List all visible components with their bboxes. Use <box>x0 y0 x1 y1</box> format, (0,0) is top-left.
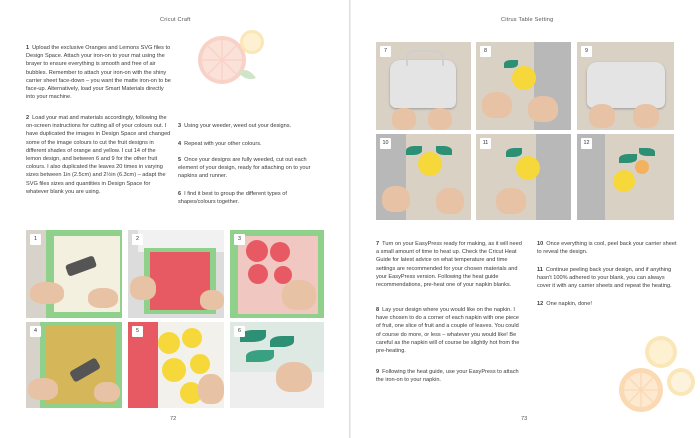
photo-badge: 5 <box>132 326 143 337</box>
photo-step-7 <box>376 42 471 130</box>
step-12: 12 One napkin, done! <box>537 301 592 307</box>
photo-badge: 9 <box>581 46 592 57</box>
photo-badge: 1 <box>30 234 41 245</box>
photo-badge: 10 <box>380 138 391 149</box>
step-1: 1 Upload the exclusive Oranges and Lemons SVG files to Design Space. Attach your iron-on to your mat using the brayer to ensure everything is smooth and free of air bubbles. Remember to attach your iron-on with the shiny carrier sheet face-down – you want the matte iron-on to be face-up. Alternatively, load your Smart Materials directly into your machine. <box>26 45 171 101</box>
photo-badge: 7 <box>380 46 391 57</box>
citrus-slice-illustration <box>196 22 268 92</box>
photo-badge: 3 <box>234 234 245 245</box>
page-number-left: 72 <box>170 416 177 422</box>
step-2: 2 Load your mat and materials accordingly, following the on-screen instructions for cutting all of your colours out. I have duplicated the images in Design Space and changed some of the image colours to cut the fruit designs in different shades of orange and yellow. I cut 14 of the lemon design, and between 6 and 9 for the other fruit colours. I also duplicated the leaves 20 times in varying sizes between 1in (2.5cm) and 2½in (6.3cm) – adapt the SVG files sizes and quantities in Design Space for whatever blank you are using. <box>26 115 171 195</box>
photo-step-5 <box>128 322 224 408</box>
photo-step-12 <box>577 134 674 220</box>
citrus-slices-illustration <box>617 334 697 416</box>
photo-step-4 <box>26 322 122 408</box>
right-page <box>351 0 700 438</box>
step-6: 6 I find it best to group the different types of shapes/colours together. <box>178 191 287 206</box>
photo-badge: 6 <box>234 326 245 337</box>
step-8: 8 Lay your design where you would like on the napkin. I have chosen to do a corner of each napkin with one piece of fruit, one slice of fruit and a couple of leaves. You could of course do more, or less – whatever you would like! Be careful as the napkin will of course be slightly hot from the pre-heating. <box>376 307 520 355</box>
step-7: 7 Turn on your EasyPress ready for making, as it will need a small amount of time to heat up. Check the Cricut Heat Guide for latest advice on what temperature and time settings are recommended for your chosen materials and your EasyPress version. Following the heat guide recommendations, pre-heat one of your napkin blanks. <box>376 241 522 289</box>
photo-badge: 4 <box>30 326 41 337</box>
page-number-right: 73 <box>521 416 528 422</box>
photo-step-9 <box>577 42 674 130</box>
step-10: 10 Once everything is cool, peel back your carrier sheet to reveal the design. <box>537 241 677 256</box>
photo-step-10 <box>376 134 471 220</box>
photo-badge: 11 <box>480 138 491 149</box>
left-page <box>0 0 349 438</box>
step-3: 3 Using your weeder, weed out your designs. <box>178 123 292 129</box>
photo-step-6 <box>230 322 324 408</box>
photo-step-1 <box>26 230 122 318</box>
step-5: 5 Once your designs are fully weeded, cut out each element of your design, ready for attaching on to your napkins and runner. <box>178 157 311 180</box>
running-head-left: Cricut Craft <box>160 17 191 23</box>
photo-badge: 2 <box>132 234 143 245</box>
step-4: 4 Repeat with your other colours. <box>178 141 262 147</box>
running-head-right: Citrus Table Setting <box>501 17 554 23</box>
photo-step-11 <box>476 134 571 220</box>
photo-badge: 8 <box>480 46 491 57</box>
photo-badge: 12 <box>581 138 592 149</box>
photo-step-2 <box>128 230 224 318</box>
photo-step-3 <box>230 230 324 318</box>
step-9: 9 Following the heat guide, use your EasyPress to attach the iron-on to your napkin. <box>376 369 519 384</box>
step-11: 11 Continue peeling back your design, and if anything hasn't 100% adhered to your blank, you can always cover it with any carrier sheets and repeat the heating. <box>537 267 672 290</box>
photo-step-8 <box>476 42 571 130</box>
